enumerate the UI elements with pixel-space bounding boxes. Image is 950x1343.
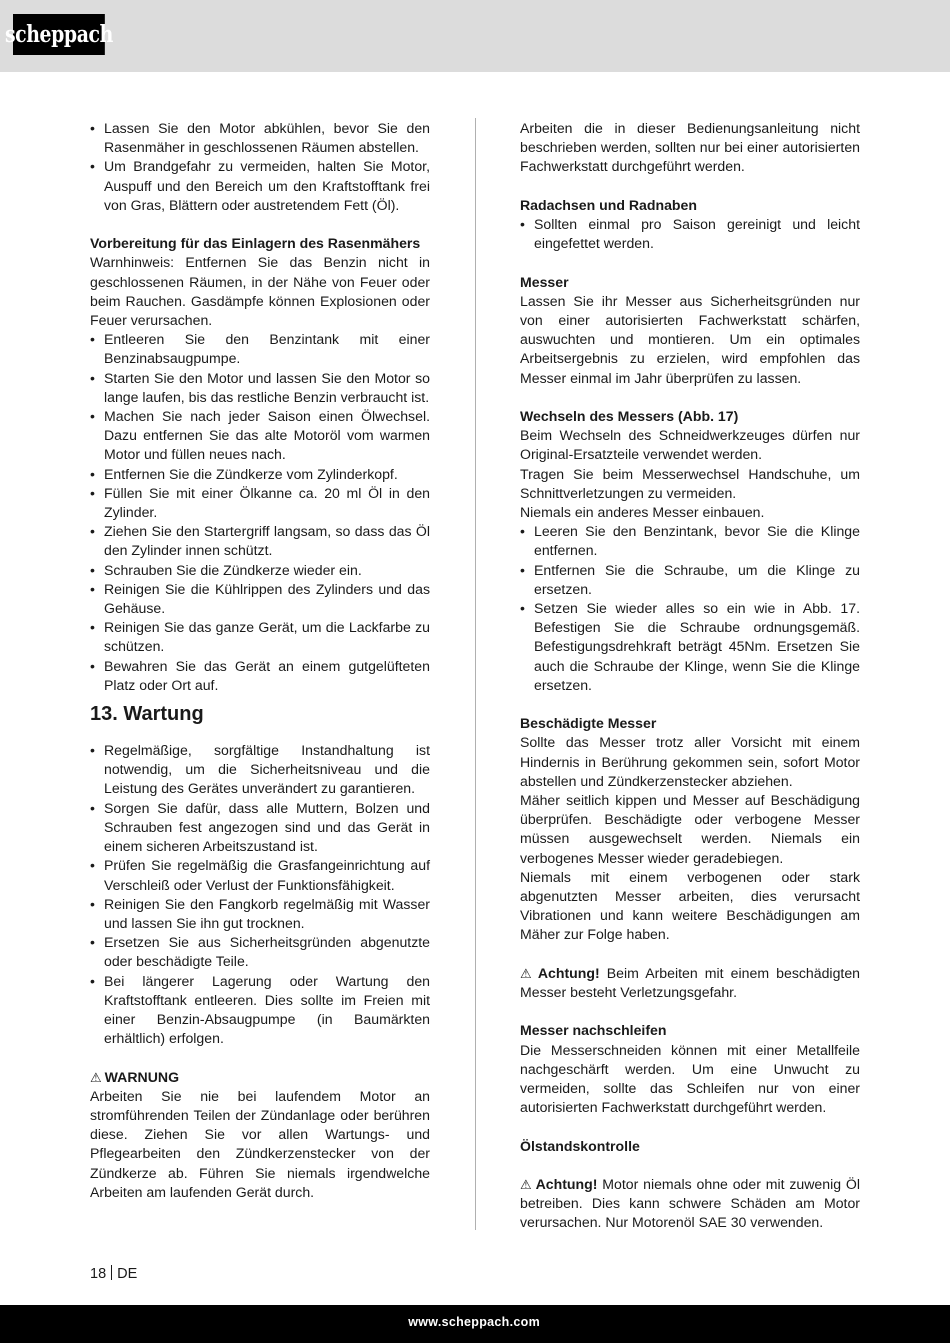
paragraph: Beim Wechseln des Schneidwerkzeuges dürfen nur Original-Ersatzteile verwendet werden.: [520, 427, 860, 463]
list-item: • Ersetzen Sie aus Sicherheitsgründen abgenutzte oder beschädigte Teile.: [90, 933, 430, 971]
warning-heading: [90, 1068, 430, 1087]
blade-heading: Messer: [520, 273, 569, 290]
paragraph: Tragen Sie beim Messerwechsel Handschuhe, um Schnittverletzungen zu vermeiden.: [520, 465, 860, 501]
sharpen-heading: Messer nachschleifen: [520, 1022, 667, 1039]
storage-warning-text: Warnhinweis: Entfernen Sie das Benzin nicht in geschlossenen Räumen, in der Nähe von Feuer oder beim Rauchen. Gasdämpfe können Explosionen oder Feuer verursachen.: [90, 254, 430, 329]
warning-triangle-icon: ⚠: [520, 1177, 533, 1193]
warning-label: WARNUNG: [104, 1068, 180, 1085]
list-item: • Machen Sie nach jeder Saison einen Ölwechsel. Dazu entfernen Sie das alte Motoröl vom warmen Motor und füllen neues nach.: [90, 407, 430, 465]
storage-heading: Vorbereitung für das Einlagern des Rasenmähers: [90, 235, 421, 252]
list-item: • Setzen Sie wieder alles so ein wie in Abb. 17. Befestigen Sie die Schraube ordnungsgemäß. Befestigungsdrehkraft beträgt 45Nm. Ersetzen Sie auch die Schraube der Klinge, wenn Sie die Klinge ersetzen.: [520, 599, 860, 695]
list-item: • Sollten einmal pro Saison gereinigt und leicht eingefettet werden.: [520, 215, 860, 253]
list-item: • Schrauben Sie die Zündkerze wieder ein.: [90, 561, 430, 580]
column-divider: [475, 118, 476, 1230]
blade-change-list: [520, 522, 860, 695]
list-item: • Starten Sie den Motor und lassen Sie den Motor so lange laufen, bis das restliche Benzin verbraucht ist.: [90, 369, 430, 407]
paragraph: Sollte das Messer trotz aller Vorsicht mit einem Hindernis in Berührung gekommen sein, sofort Motor abstellen und Zündkerzenstecker abziehen.: [520, 734, 860, 789]
page-number-value: 18: [90, 1266, 107, 1282]
warning-triangle-icon: ⚠: [90, 1069, 102, 1085]
intro-list: [90, 119, 430, 215]
language-code: DE: [117, 1266, 138, 1282]
attention-label: Achtung!: [535, 1176, 598, 1193]
list-item: • Reinigen Sie das ganze Gerät, um die Lackfarbe zu schützen.: [90, 618, 430, 656]
list-item: • Entfernen Sie die Schraube, um die Klinge zu ersetzen.: [520, 561, 860, 599]
website-url: www.scheppach.com: [408, 1315, 540, 1329]
footer-bar: [0, 1305, 950, 1343]
damaged-blade-heading: Beschädigte Messer: [520, 715, 657, 732]
maintenance-list: [90, 741, 430, 1048]
page-number: [90, 1265, 137, 1282]
warning-text: Arbeiten Sie nie bei laufendem Motor an stromführenden Teilen der Zündanlage oder berühren diese. Ziehen Sie vor allen Wartungs- und Pflegearbeiten den Zündkerzenstecker von der Zündkerze ab. Führen Sie niemals irgendwelche Arbeiten am laufenden Gerät durch.: [90, 1087, 430, 1200]
paragraph: Mäher seitlich kippen und Messer auf Beschädigung überprüfen. Beschädigte oder verbogene Messer müssen ausgewechselt werden. Niemals ein verbogenes Messer wieder geradebiegen.: [520, 792, 860, 866]
list-item: • Leeren Sie den Benzintank, bevor Sie die Klinge entfernen.: [520, 522, 860, 560]
list-item: • Ziehen Sie den Startergriff langsam, so dass das Öl den Zylinder innen schützt.: [90, 522, 430, 560]
blade-change-heading: Wechseln des Messers (Abb. 17): [520, 408, 739, 424]
attention-text: Beim Arbeiten mit einem beschädigten Messer besteht Verletzungsgefahr.: [520, 964, 860, 1001]
attention-note: [520, 964, 860, 1002]
section-title-wartung: 13. Wartung: [90, 703, 204, 726]
list-item: • Bewahren Sie das Gerät an einem gutgelüfteten Platz oder Ort auf.: [90, 657, 430, 695]
list-item: • Reinigen Sie die Kühlrippen des Zylinders und das Gehäuse.: [90, 580, 430, 618]
left-column: [90, 119, 430, 1202]
attention-note: [520, 1175, 860, 1233]
continued-text: Arbeiten die in dieser Bedienungsanleitung nicht beschrieben werden, sollten nur bei einer autorisierten Fachwerkstatt durchgeführt werden.: [520, 120, 860, 175]
header-bar: [0, 0, 950, 72]
list-item: • Füllen Sie mit einer Ölkanne ca. 20 ml Öl in den Zylinder.: [90, 484, 430, 522]
list-item: • Um Brandgefahr zu vermeiden, halten Sie Motor, Auspuff und den Bereich um den Kraftstofftank frei von Gras, Blättern oder austretendem Fett (Öl).: [90, 157, 430, 215]
list-item: • Sorgen Sie dafür, dass alle Muttern, Bolzen und Schrauben fest angezogen sind und das Gerät in einem sicheren Arbeitszustand ist.: [90, 799, 430, 857]
axles-heading: Radachsen und Radnaben: [520, 196, 697, 213]
right-column: [520, 119, 860, 1233]
attention-text: Motor niemals ohne oder mit zuwenig Öl betreiben. Dies kann schwere Schäden am Motor verursachen. Nur Motorenöl SAE 30 verwenden.: [520, 1176, 860, 1231]
brand-name: scheppach: [4, 21, 113, 48]
paragraph: Niemals ein anderes Messer einbauen.: [520, 504, 765, 521]
paragraph: Niemals mit einem verbogenen oder stark abgenutzten Messer arbeiten, dies verursacht Vibrationen und kann weitere Beschädigungen am Mäher zur Folge haben.: [520, 868, 860, 943]
axles-list: [520, 215, 860, 253]
scheppach-logo: [4, 14, 113, 55]
sharpen-text: Die Messerschneiden können mit einer Metallfeile nachgeschärft werden. Um eine Unwucht zu vermeiden, sollte das Schleifen nur von einer autorisierten Fachwerkstatt durchgeführt werden.: [520, 1041, 860, 1116]
list-item: • Prüfen Sie regelmäßig die Grasfangeinrichtung auf Verschleiß oder Verlust der Funktionsfähigkeit.: [90, 856, 430, 894]
storage-list: [90, 330, 430, 695]
list-item: • Entleeren Sie den Benzintank mit einer Benzinabsaugpumpe.: [90, 330, 430, 368]
list-item: • Lassen Sie den Motor abkühlen, bevor Sie den Rasenmäher in geschlossenen Räumen abstellen.: [90, 119, 430, 157]
list-item: • Regelmäßige, sorgfältige Instandhaltung ist notwendig, um die Sicherheitsniveau und die Leistung des Gerätes unverändert zu garantieren.: [90, 741, 430, 799]
warning-triangle-icon: ⚠: [520, 965, 535, 981]
separator: [111, 1265, 112, 1280]
oil-check-heading: Ölstandskontrolle: [520, 1137, 640, 1154]
list-item: • Reinigen Sie den Fangkorb regelmäßig mit Wasser und lassen Sie ihn gut trocknen.: [90, 895, 430, 933]
list-item: • Entfernen Sie die Zündkerze vom Zylinderkopf.: [90, 465, 430, 484]
blade-text: Lassen Sie ihr Messer aus Sicherheitsgründen nur von einer autorisierten Fachwerkstatt schärfen, auswuchten und montieren. Um ein optimales Arbeitsergebnis zu erzielen, wird empfohlen das Messer einmal im Jahr überprüfen zu lassen.: [520, 292, 860, 386]
list-item: • Bei längerer Lagerung oder Wartung den Kraftstofftank entleeren. Dies sollte im Freien mit einer Benzin-Absaugpumpe (in Baumärkten erhältlich) erfolgen.: [90, 972, 430, 1049]
attention-label: Achtung!: [537, 964, 600, 981]
